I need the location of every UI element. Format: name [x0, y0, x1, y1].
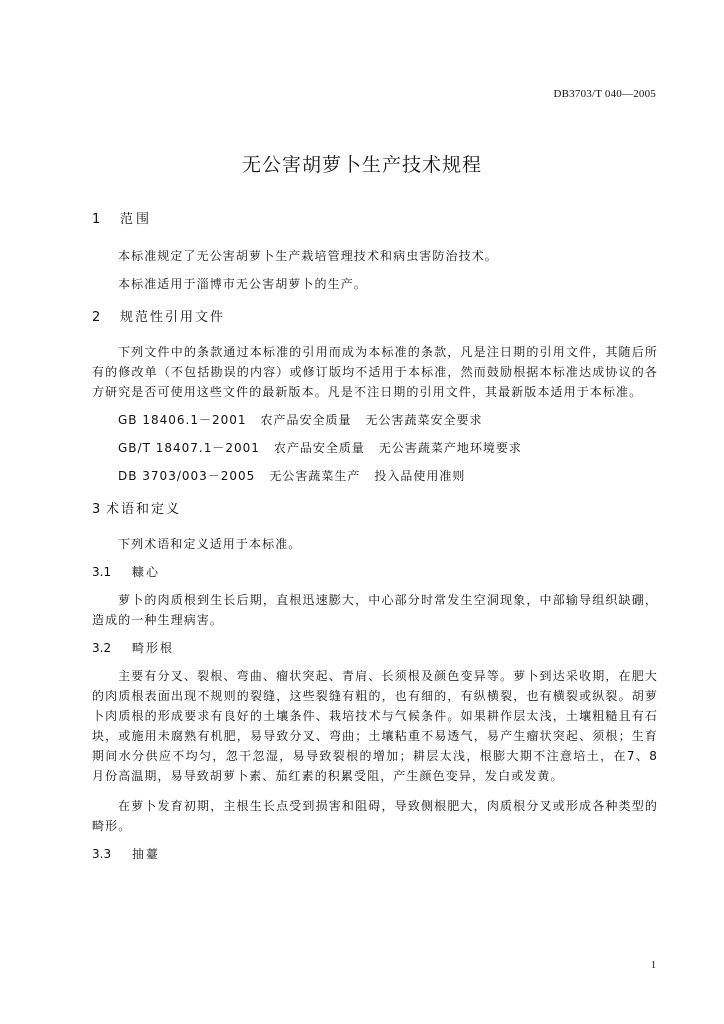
reference-item — [92, 466, 658, 486]
paragraph: 主要有分叉、裂根、弯曲、瘤状突起、青肩、长须根及颜色变异等。萝卜到达采收期，在肥大的肉质根表面出现不规则的裂缝，这些裂缝有粗的，也有细的，有纵横裂，也有横裂或纵裂。胡萝卜肉质根的形成要求有良好的土壤条件、栽培技术与气候条件。如果耕作层太浅，土壤粗糙且有石块，或施用未腐熟有机肥，易导致分叉、弯曲；土壤粘重不易透气，易产生瘤状突起、须根；生育期间水分供应不均匀，忽干忽湿，易导致裂根的增加；耕层太浅，根膨大期不注意培土，在7、8月份高温期，易导致胡萝卜素、茄红素的积累受阻，产生颜色变异，发白或发黄。 — [92, 669, 658, 783]
subsection-number: 3.2 — [92, 641, 112, 655]
paragraph: 下列术语和定义适用于本标准。 — [118, 537, 302, 551]
reference-code: GB/T 18407.1－2001 — [118, 441, 260, 455]
section-3-heading — [92, 500, 658, 520]
subsection-title: 畸形根 — [132, 641, 175, 655]
reference-title-part: 农产品安全质量 — [260, 413, 352, 427]
reference-title-part: 无公害蔬菜生产 — [269, 469, 361, 483]
reference-code: DB 3703/003－2005 — [118, 469, 256, 483]
reference-title-part: 农产品安全质量 — [273, 441, 365, 455]
reference-title-part: 无公害蔬菜安全要求 — [365, 413, 483, 427]
subsection-3-3-heading — [92, 844, 658, 864]
subsection-number: 3.1 — [92, 565, 112, 579]
section-title: 规范性引用文件 — [120, 310, 226, 325]
reference-title-part: 无公害蔬菜产地环境要求 — [378, 441, 522, 455]
reference-item — [92, 410, 658, 430]
page-number: 1 — [651, 960, 656, 971]
paragraph: 本标准规定了无公害胡萝卜生产栽培管理技术和病虫害防治技术。 — [118, 249, 498, 263]
subsection-number: 3.3 — [92, 847, 112, 861]
section-number: 1 — [92, 212, 101, 227]
document-body — [92, 210, 658, 864]
section-number: 3 — [92, 502, 101, 517]
subsection-3-2-heading — [92, 638, 658, 658]
paragraph: 萝卜的肉质根到生长后期，直根迅速膨大，中心部分时常发生空洞现象，中部输导组织缺硼，造成的一种生理病害。 — [92, 593, 658, 627]
section-title: 范围 — [120, 212, 153, 227]
subsection-title: 糠心 — [132, 565, 161, 579]
section-title: 术语和定义 — [106, 502, 182, 517]
subsection-3-1-heading — [92, 562, 658, 582]
section-2-heading — [92, 308, 658, 328]
paragraph: 下列文件中的条款通过本标准的引用而成为本标准的条款，凡是注日期的引用文件，其随后所有的修改单（不包括勘误的内容）或修订版均不适用于本标准，然而鼓励根据本标准达成协议的各方研究是否可使用这些文件的最新版本。凡是不注日期的引用文件，其最新版本适用于本标准。 — [92, 345, 658, 399]
paragraph: 在萝卜发育初期，主根生长点受到损害和阻碍，导致侧根肥大，肉质根分叉或形成各种类型的畸形。 — [92, 799, 658, 833]
paragraph: 本标准适用于淄博市无公害胡萝卜的生产。 — [118, 277, 367, 291]
standard-code: DB3703/T 040—2005 — [553, 88, 656, 100]
reference-title-part: 投入品使用准则 — [374, 469, 466, 483]
reference-item — [92, 438, 658, 458]
section-1-heading — [92, 210, 658, 230]
reference-code: GB 18406.1－2001 — [118, 413, 247, 427]
subsection-title: 抽薹 — [132, 847, 161, 861]
document-title: 无公害胡萝卜生产技术规程 — [241, 154, 482, 176]
section-number: 2 — [92, 310, 101, 325]
